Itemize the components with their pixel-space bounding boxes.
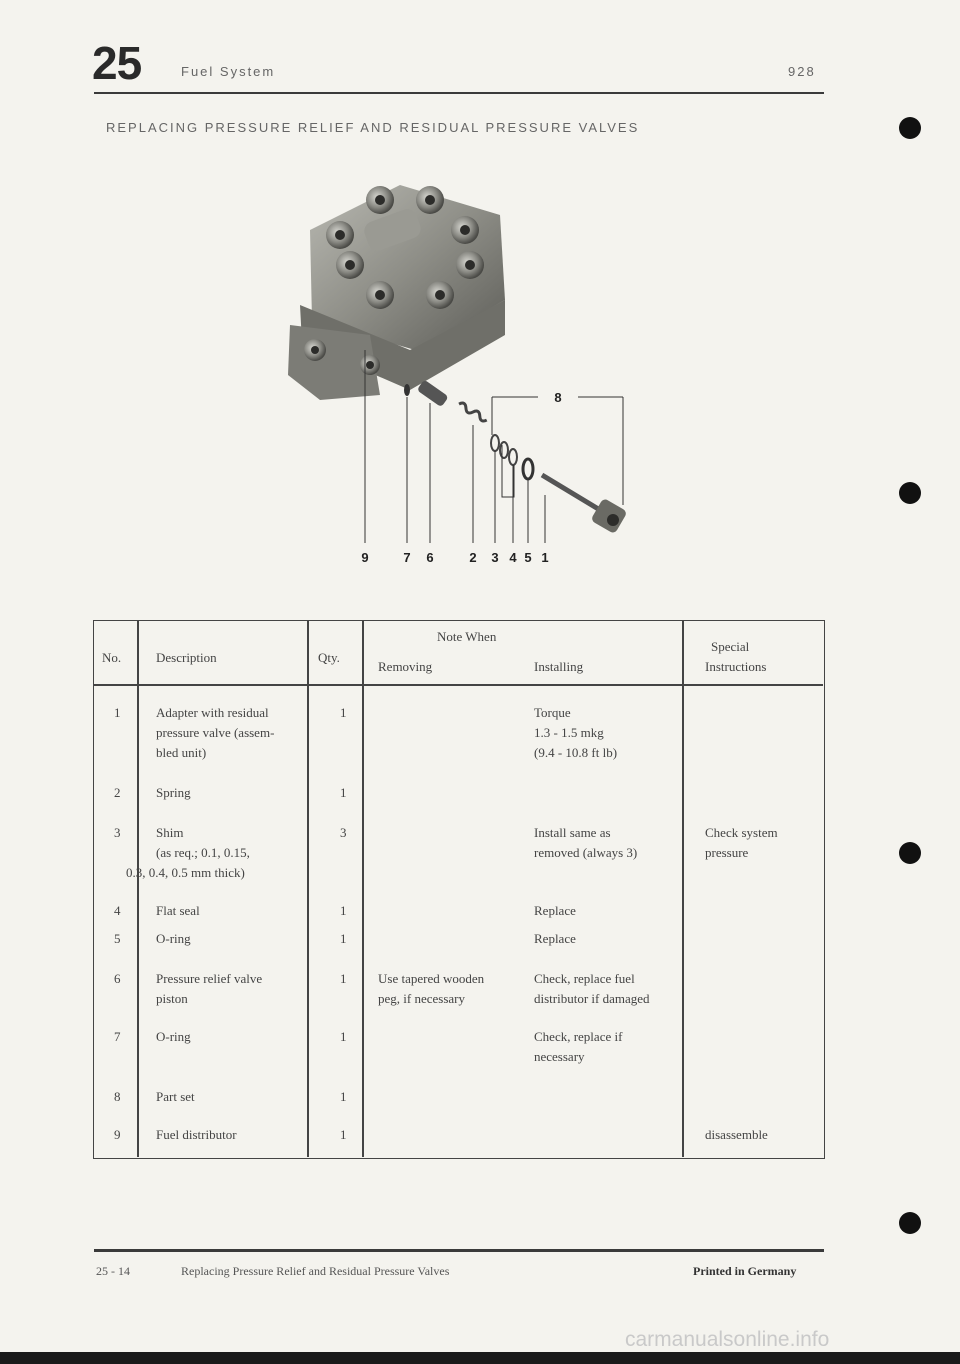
row-number-line: 4 [114,903,121,918]
column-divider [362,621,364,1157]
row-installing-note-line: Check, replace if [534,1029,623,1044]
row-number [114,1087,121,1107]
row-installing-note-line: (9.4 - 10.8 ft lb) [534,745,618,760]
row-description-line: Adapter with residual [156,705,269,720]
row-description-line: Fuel distributor [156,1127,237,1142]
callout-9: 9 [361,550,369,565]
row-description-line: (as req.; 0.1, 0.15, [156,845,250,860]
row-qty [340,1125,347,1145]
distributor-body [288,185,505,400]
row-installing-note-line: Replace [534,931,576,946]
header-rule [94,92,824,94]
row-number-line: 1 [114,705,121,720]
row-installing-note-line: necessary [534,1049,585,1064]
row-number-line: 7 [114,1029,121,1044]
row-qty-line: 3 [340,825,347,840]
row-installing-note [534,929,576,949]
row-description [156,901,200,921]
row-description [156,1125,237,1145]
row-number-line: 3 [114,825,121,840]
row-qty [340,823,347,843]
row-description-line: Flat seal [156,903,200,918]
callout-2: 2 [469,550,477,565]
row-number [114,783,121,803]
row-description-line: O-ring [156,931,191,946]
column-divider [307,621,309,1157]
row-number-line: 9 [114,1127,121,1142]
row-special-instructions-line: pressure [705,845,749,860]
row-description-line: O-ring [156,1029,191,1044]
row-description-line: Shim [156,825,184,840]
header-divider [94,684,823,686]
row-description [156,1087,195,1107]
row-number [114,823,121,843]
column-divider [137,621,139,1157]
punch-hole-dot [899,842,921,864]
row-installing-note [534,969,650,1009]
row-qty [340,901,347,921]
row-installing-note-line: 1.3 - 1.5 mkg [534,725,604,740]
row-installing-note [534,1027,622,1067]
row-installing-note-line: Torque [534,705,571,720]
row-number-line: 5 [114,931,121,946]
row-description [156,929,191,949]
row-number [114,703,121,723]
punch-hole-dot [899,482,921,504]
row-description-line: Pressure relief valve [156,971,263,986]
row-number [114,929,121,949]
printed-in: Printed in Germany [693,1264,797,1278]
row-qty-line: 1 [340,705,347,720]
row-qty-line: 1 [340,931,347,946]
exploded-parts [404,379,628,534]
header-note-when: Note When [437,629,497,644]
row-special-instructions [705,1125,768,1145]
row-description-line: bled unit) [156,745,207,760]
row-qty-line: 1 [340,1127,347,1142]
row-installing-note-line: removed (always 3) [534,845,638,860]
row-number-line: 2 [114,785,121,800]
model-number: 928 [788,64,816,79]
row-number [114,1125,121,1145]
row-installing-note-line: Replace [534,903,576,918]
row-qty-line: 1 [340,785,347,800]
callout-6: 6 [426,550,434,565]
page-number: 25 - 14 [96,1264,130,1278]
punch-hole-dot [899,117,921,139]
row-special-instructions [705,823,778,863]
row-removing-note-line: peg, if necessary [378,991,465,1006]
fuel-distributor-diagram [280,175,640,580]
row-qty [340,969,347,989]
row-removing-note-line: Use tapered wooden [378,971,485,986]
header-no: No. [102,650,122,665]
footer-rule [94,1249,824,1252]
row-number-line: 6 [114,971,121,986]
row-installing-note-line: distributor if damaged [534,991,650,1006]
row-description-line: pressure valve (assem- [156,725,275,740]
header-special: Special [711,639,750,654]
row-description [156,969,262,1009]
row-description [126,823,250,883]
section-title: REPLACING PRESSURE RELIEF AND RESIDUAL PRESSURE VALVES [106,120,640,135]
row-number-line: 8 [114,1089,121,1104]
row-special-instructions-line: disassemble [705,1127,768,1142]
row-removing-note [378,969,484,1009]
header-instructions: Instructions [705,659,767,674]
row-installing-note-line: Check, replace fuel [534,971,635,986]
callout-3: 3 [491,550,499,565]
row-installing-note [534,823,637,863]
footer-title: Replacing Pressure Relief and Residual Pressure Valves [181,1264,450,1278]
chapter-title: Fuel System [181,64,276,79]
row-number [114,901,121,921]
row-number [114,1027,121,1047]
row-description [156,783,191,803]
row-qty [340,703,347,723]
row-description-line: Part set [156,1089,195,1104]
row-qty-line: 1 [340,903,347,918]
parts-table [93,620,825,1159]
column-divider [682,621,684,1157]
row-qty [340,929,347,949]
row-description [156,1027,191,1047]
row-qty [340,783,347,803]
row-number [114,969,121,989]
callout-8: 8 [554,390,562,405]
chapter-number: 25 [92,37,142,89]
header-installing: Installing [534,659,584,674]
row-installing-note-line: Install same as [534,825,611,840]
header-description: Description [156,650,217,665]
row-description-line: Spring [156,785,191,800]
callout-4: 4 [509,550,517,565]
callout-5: 5 [524,550,532,565]
bottom-scan-band [0,1352,960,1364]
row-description-line: 0.3, 0.4, 0.5 mm thick) [126,865,245,880]
row-qty [340,1027,347,1047]
callout-7: 7 [403,550,411,565]
row-description-line: piston [156,991,188,1006]
header-removing: Removing [378,659,433,674]
header-qty: Qty. [318,650,340,665]
callout-1: 1 [541,550,549,565]
row-qty-line: 1 [340,1029,347,1044]
row-description [156,703,274,763]
row-installing-note [534,901,576,921]
row-installing-note [534,703,617,763]
punch-hole-dot [899,1212,921,1234]
row-qty-line: 1 [340,1089,347,1104]
row-qty [340,1087,347,1107]
watermark: carmanualsonline.info [625,1328,830,1351]
row-special-instructions-line: Check system [705,825,778,840]
row-qty-line: 1 [340,971,347,986]
